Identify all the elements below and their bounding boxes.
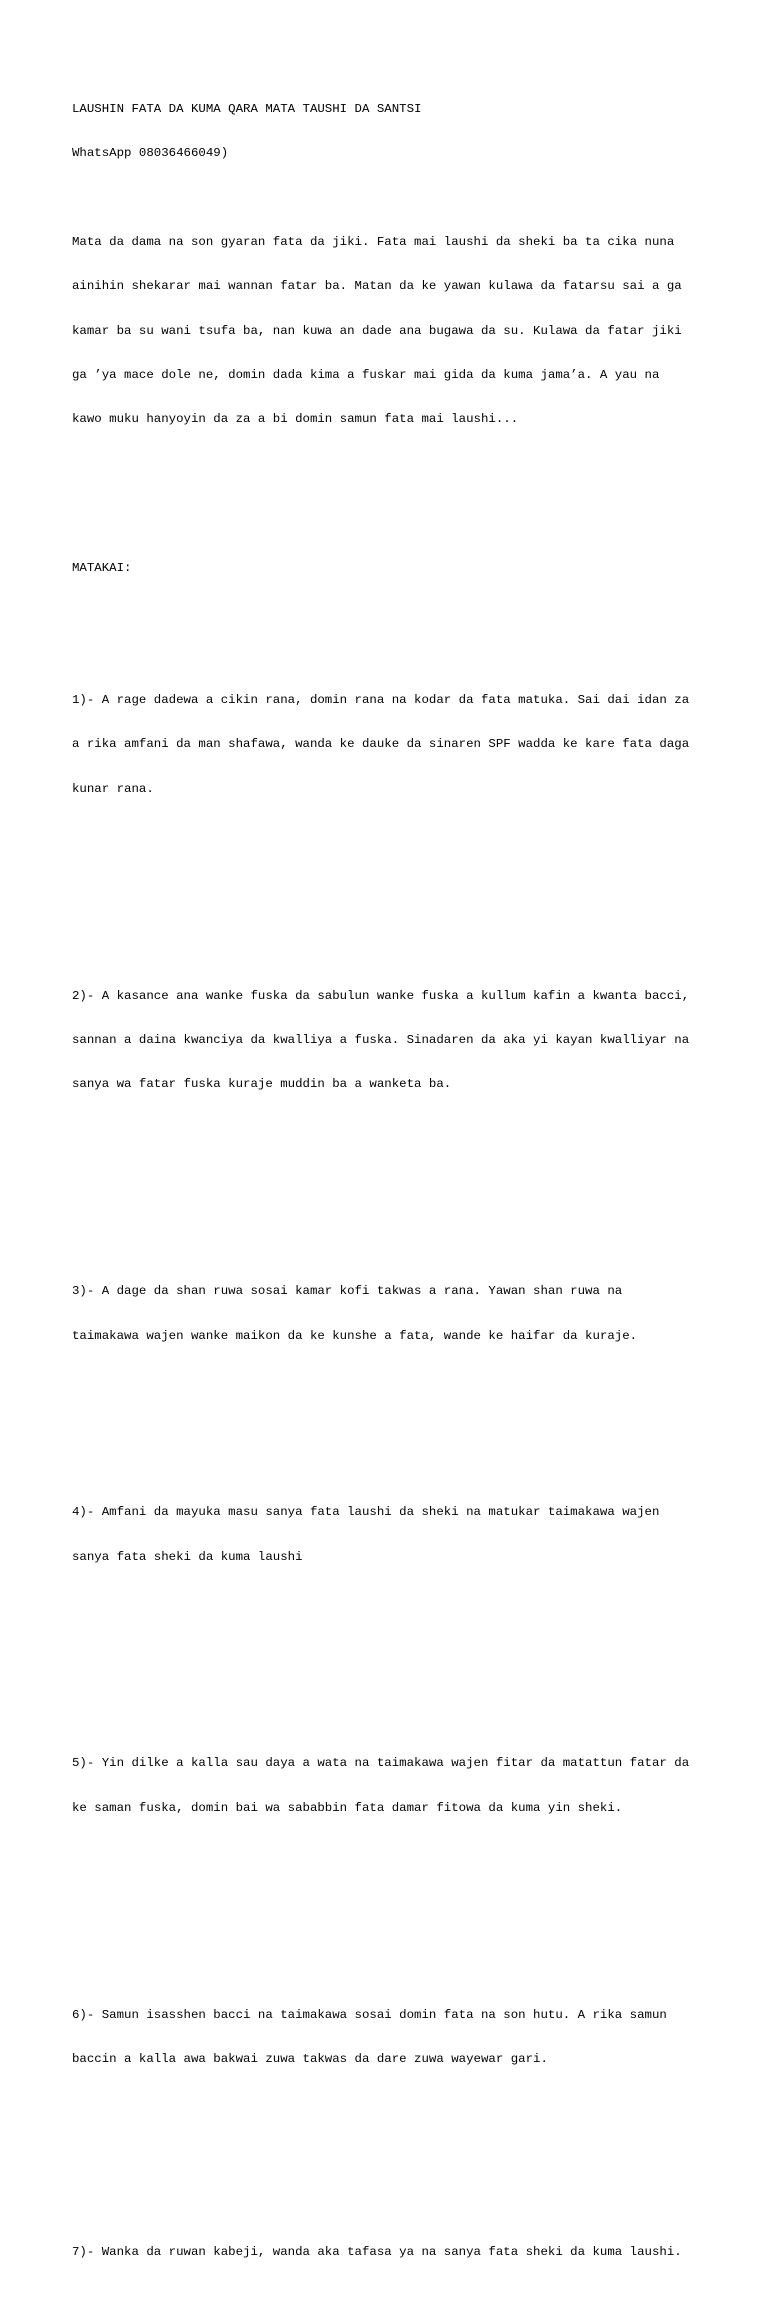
step-line: taimakawa wajen wanke maikon da ke kunshe a fata, wande ke haifar da kuraje. [72,1328,638,1343]
intro-line: ga ’ya mace dole ne, domin dada kima a fuskar mai gida da kuma jama’a. A yau na [72,367,660,382]
step-line: sanya wa fatar fuska kuraje muddin ba a wanketa ba. [72,1077,452,1092]
step-line: ke saman fuska, domin bai wa sababbin fata damar fitowa da kuma yin sheki. [72,1800,623,1815]
document-page [72,72,712,2304]
step-line: kunar rana. [72,781,154,796]
intro-line: kawo muku hanyoyin da za a bi domin samun fata mai laushi... [72,412,519,427]
document-title: LAUSHIN FATA DA KUMA QARA MATA TAUSHI DA SANTSI [72,101,422,116]
intro-line: kamar ba su wani tsufa ba, nan kuwa an dade ana bugawa da su. Kulawa da fatar jiki [72,323,682,338]
step-line: 1)- A rage dadewa a cikin rana, domin rana na kodar da fata matuka. Sai dai idan za [72,693,690,708]
step-7 [72,2215,712,2289]
step-line: 4)- Amfani da mayuka masu sanya fata laushi da sheki na matukar taimakawa wajen [72,1505,660,1520]
step-6 [72,1978,712,2096]
intro-line: Mata da dama na son gyaran fata da jiki. Fata mai laushi da sheki ba ta cika nuna [72,234,675,249]
step-line: 6)- Samun isasshen bacci na taimakawa sosai domin fata na son hutu. A rika samun [72,2007,667,2022]
step-line: 7)- Wanka da ruwan kabeji, wanda aka tafasa ya na sanya fata sheki da kuma laushi. [72,2244,682,2259]
intro-line: ainihin shekarar mai wannan fatar ba. Matan da ke yawan kulawa da fatarsu sai a ga [72,279,682,294]
step-line: 2)- A kasance ana wanke fuska da sabulun wanke fuska a kullum kafin a kwanta bacci, [72,988,690,1003]
step-2 [72,959,712,1122]
step-line: 3)- A dage da shan ruwa sosai kamar kofi takwas a rana. Yawan shan ruwa na [72,1284,623,1299]
step-line: baccin a kalla awa bakwai zuwa takwas da dare zuwa wayewar gari. [72,2052,548,2067]
step-5 [72,1727,712,1845]
contact-line: WhatsApp 08036466049) [72,145,229,160]
step-3 [72,1255,712,1373]
step-line: a rika amfani da man shafawa, wanda ke dauke da sinaren SPF wadda ke kare fata daga [72,737,690,752]
step-4 [72,1476,712,1594]
step-line: sannan a daina kwanciya da kwalliya a fuska. Sinadaren da aka yi kayan kwalliyar na [72,1033,690,1048]
step-line: sanya fata sheki da kuma laushi [72,1549,303,1564]
section-heading: MATAKAI: [72,560,132,575]
step-line: 5)- Yin dilke a kalla sau daya a wata na taimakawa wajen fitar da matattun fatar da [72,1756,690,1771]
step-1 [72,663,712,826]
intro-paragraph [72,205,712,457]
